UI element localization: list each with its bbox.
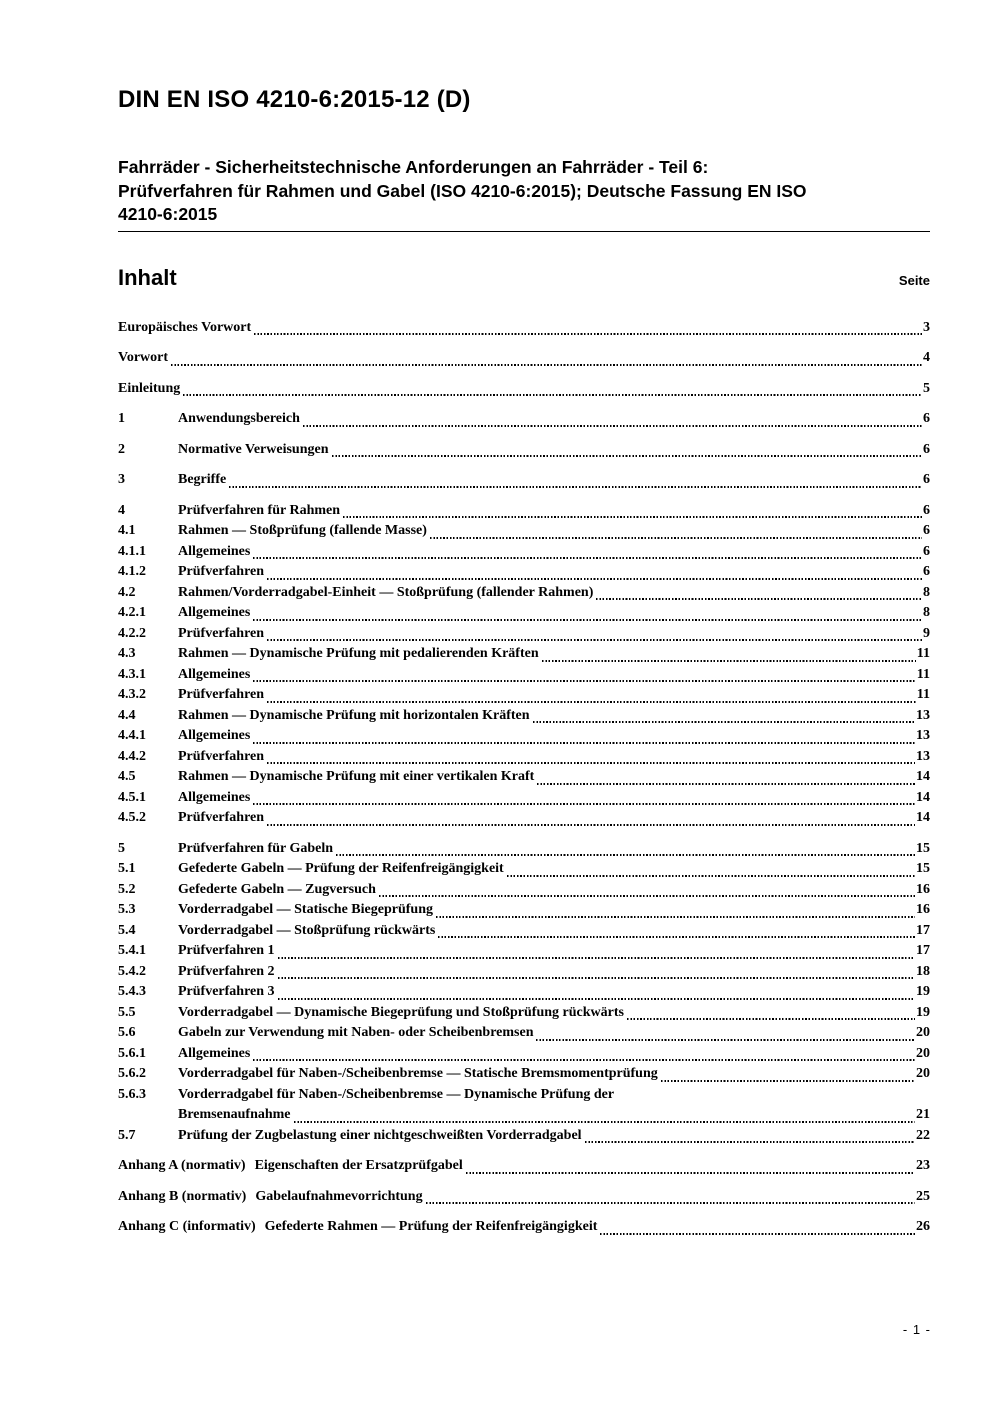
toc-entry[interactable] [118, 921, 930, 942]
toc-entry-title: Anwendungsbereich [178, 411, 300, 426]
toc-leader-dots [267, 824, 915, 826]
toc-entry-title: Begriffe [178, 472, 227, 487]
toc-entry-page: 14 [916, 769, 930, 784]
toc-entry[interactable] [118, 644, 930, 665]
toc-entry-title: Prüfverfahren 2 [178, 963, 275, 979]
header-divider [118, 231, 930, 232]
toc-entry-number: 1 [118, 411, 125, 426]
toc-leader-dots [542, 660, 916, 662]
toc-entry[interactable] [118, 685, 930, 706]
toc-entry[interactable] [118, 839, 930, 860]
toc-entry-page: 23 [916, 1158, 930, 1173]
toc-leader-dots [585, 1141, 915, 1143]
toc-leader-dots [267, 578, 922, 580]
toc-entry-title: Vorderradgabel — Statische Biegeprüfung [178, 902, 433, 917]
toc-leader-dots [183, 394, 922, 396]
toc-entry[interactable] [118, 1064, 930, 1085]
toc-entry[interactable] [118, 1023, 930, 1044]
toc-entry-page: 18 [916, 963, 930, 979]
toc-entry-number: 5.4.2 [118, 963, 146, 979]
toc-entry-page: 6 [923, 523, 930, 538]
toc-leader-dots [253, 619, 922, 621]
toc-entry[interactable] [118, 941, 930, 962]
toc-leader-dots [536, 1039, 915, 1041]
toc-entry-number: 5.5 [118, 1004, 136, 1020]
toc-entry-page: 11 [916, 687, 930, 702]
toc-entry-number: 5.4.1 [118, 943, 146, 958]
toc-entry-page: 9 [923, 625, 930, 641]
toc-entry-page: 20 [916, 1045, 930, 1061]
toc-entry[interactable] [118, 440, 930, 461]
toc-entry-title: Prüfverfahren [178, 625, 265, 641]
toc-entry-page: 20 [916, 1066, 930, 1081]
document-title-line: Prüfverfahren für Rahmen und Gabel (ISO 4210-6:2015); Deutsche Fassung EN ISO [118, 180, 807, 201]
toc-entry-annex-label: Anhang C (informativ) [118, 1219, 256, 1234]
toc-entry-title: Prüfverfahren [178, 687, 265, 702]
toc-entry-title: Allgemeines [178, 543, 251, 559]
toc-entry[interactable] [118, 470, 930, 491]
toc-entry-number: 5.6.1 [118, 1045, 146, 1061]
toc-entry-page: 19 [916, 984, 930, 999]
toc-entry-number: 4.4.1 [118, 728, 146, 743]
toc-entry-title: Gefederte Gabeln — Zugversuch [178, 881, 376, 897]
toc-entry-page: 21 [916, 1107, 930, 1122]
toc-entry-title: Rahmen/Vorderradgabel-Einheit — Stoßprüfung (fallender Rahmen) [178, 584, 594, 600]
toc-list [118, 318, 930, 1238]
toc-leader-dots [436, 916, 915, 918]
toc-entry-number: 4 [118, 502, 125, 518]
footer-page-number: - 1 - [902, 1322, 931, 1337]
toc-entry-page: 3 [923, 319, 930, 335]
toc-leader-dots [267, 762, 915, 764]
toc-entry-title: Gabelaufnahmevorrichtung [255, 1188, 423, 1204]
toc-entry-title: Normative Verweisungen [178, 441, 329, 457]
toc-entry-page: 6 [923, 411, 930, 426]
toc-leader-dots [253, 803, 915, 805]
toc-leader-dots [278, 998, 915, 1000]
toc-entry-number: 4.1 [118, 523, 136, 538]
toc-entry-number: 5.1 [118, 861, 136, 876]
toc-entry[interactable] [118, 501, 930, 522]
toc-entry[interactable] [118, 726, 930, 747]
toc-entry-number: 5 [118, 840, 125, 856]
toc-entry-page: 14 [916, 810, 930, 825]
toc-entry-title: Prüfverfahren [178, 564, 265, 579]
toc-entry-number: 4.5.1 [118, 789, 146, 805]
toc-entry-page: 16 [916, 902, 930, 917]
toc-entry-page: 13 [916, 707, 930, 723]
toc-entry-page: 25 [916, 1188, 930, 1204]
toc-entry-page: 6 [923, 543, 930, 559]
document-code: DIN EN ISO 4210-6:2015-12 (D) [118, 86, 471, 113]
toc-entry-number: 4.3.1 [118, 666, 146, 682]
toc-entry-title: Prüfverfahren für Gabeln [178, 840, 334, 856]
toc-entry[interactable] [118, 1044, 930, 1065]
toc-entry[interactable] [118, 982, 930, 1003]
toc-entry-title: Prüfverfahren 3 [178, 984, 275, 999]
toc-leader-dots [438, 936, 915, 938]
toc-entry-title: Rahmen — Dynamische Prüfung mit horizontalen Kräften [178, 707, 530, 723]
toc-entry-number: 4.5.2 [118, 810, 146, 825]
toc-leader-dots [253, 680, 915, 682]
toc-entry[interactable] [118, 603, 930, 624]
toc-entry-number: 5.6.2 [118, 1066, 146, 1081]
toc-entry-number: 5.6 [118, 1025, 136, 1040]
toc-entry-title: Allgemeines [178, 789, 251, 805]
toc-entry-title: Prüfverfahren 1 [178, 943, 275, 958]
toc-entry-title: Europäisches Vorwort [118, 319, 252, 335]
toc-entry[interactable] [118, 348, 930, 369]
toc-entry-page: 22 [916, 1127, 930, 1143]
toc-entry[interactable] [118, 624, 930, 645]
toc-entry-title: Prüfverfahren für Rahmen [178, 502, 341, 518]
toc-entry[interactable] [118, 665, 930, 686]
toc-entry-page: 8 [923, 605, 930, 620]
toc-entry-page: 19 [916, 1004, 930, 1020]
toc-entry-number: 4.3 [118, 646, 136, 661]
toc-leader-dots [332, 455, 923, 457]
toc-entry-title: Vorderradgabel — Dynamische Biegeprüfung und Stoßprüfung rückwärts [178, 1004, 624, 1020]
toc-entry-number: 4.5 [118, 769, 136, 784]
toc-leader-dots [278, 977, 915, 979]
toc-entry-number: 4.4 [118, 707, 136, 723]
toc-entry-page: 4 [923, 350, 930, 365]
toc-entry-number: 5.4 [118, 922, 136, 938]
toc-entry-annex-label: Anhang A (normativ) [118, 1158, 246, 1173]
toc-entry[interactable] [118, 409, 930, 430]
toc-entry-title: Gefederte Gabeln — Prüfung der Reifenfreigängigkeit [178, 861, 504, 876]
toc-entry-title: Vorderradgabel für Naben-/Scheibenbremse — Statische Bremsmomentprüfung [178, 1066, 658, 1081]
toc-entry[interactable] [118, 1156, 930, 1177]
toc-entry-page: 6 [923, 441, 930, 457]
toc-entry-title: Allgemeines [178, 666, 251, 682]
toc-entry-number: 5.3 [118, 902, 136, 917]
toc-entry[interactable] [118, 379, 930, 400]
toc-leader-dots [533, 721, 915, 723]
toc-entry[interactable] [118, 542, 930, 563]
toc-leader-dots [343, 516, 922, 518]
toc-entry-page: 13 [916, 728, 930, 743]
toc-entry-page: 6 [923, 564, 930, 579]
toc-entry-number: 4.1.1 [118, 543, 146, 559]
toc-entry-title: Rahmen — Stoßprüfung (fallende Masse) [178, 523, 427, 538]
toc-leader-dots [661, 1080, 915, 1082]
toc-entry-page: 16 [916, 881, 930, 897]
toc-entry-title: Rahmen — Dynamische Prüfung mit einer vertikalen Kraft [178, 769, 535, 784]
toc-entry-title: Allgemeines [178, 728, 251, 743]
toc-leader-dots [430, 537, 922, 539]
toc-entry-number: 4.2.2 [118, 625, 146, 641]
toc-leader-dots [253, 1059, 915, 1061]
toc-entry[interactable] [118, 1105, 930, 1126]
toc-entry-number: 4.4.2 [118, 748, 146, 764]
toc-entry-page: 15 [916, 861, 930, 876]
toc-leader-dots [278, 957, 915, 959]
toc-leader-dots [253, 557, 922, 559]
toc-entry[interactable] [118, 767, 930, 788]
toc-entry-page: 8 [923, 584, 930, 600]
toc-entry[interactable] [118, 808, 930, 829]
toc-leader-dots [537, 783, 915, 785]
toc-leader-dots [507, 875, 915, 877]
toc-entry[interactable] [118, 859, 930, 880]
toc-entry-number: 4.2.1 [118, 605, 146, 620]
toc-entry-title: Prüfung der Zugbelastung einer nichtgeschweißten Vorderradgabel [178, 1127, 582, 1143]
toc-heading: Inhalt [118, 264, 177, 290]
toc-entry-page: 14 [916, 789, 930, 805]
toc-entry-page: 17 [916, 922, 930, 938]
toc-entry-number: 2 [118, 441, 125, 457]
toc-leader-dots [253, 742, 915, 744]
toc-entry[interactable] [118, 562, 930, 583]
toc-entry-page: 17 [916, 943, 930, 958]
toc-entry-number: 5.4.3 [118, 984, 146, 999]
toc-entry-title: Eigenschaften der Ersatzprüfgabel [254, 1158, 463, 1173]
toc-leader-dots [229, 486, 922, 488]
toc-entry[interactable] [118, 706, 930, 727]
toc-entry-title: Gabeln zur Verwendung mit Naben- oder Scheibenbremsen [178, 1025, 534, 1040]
toc-entry-title: Rahmen — Dynamische Prüfung mit pedalierenden Kräften [178, 646, 539, 661]
toc-entry-page: 15 [916, 840, 930, 856]
toc-entry[interactable] [118, 962, 930, 983]
toc-entry-page: 26 [916, 1219, 930, 1234]
toc-entry-title: Bremsenaufnahme [178, 1107, 291, 1122]
toc-leader-dots [336, 854, 915, 856]
toc-entry[interactable] [118, 583, 930, 604]
toc-leader-dots [627, 1018, 915, 1020]
toc-entry-title: Einleitung [118, 380, 181, 396]
toc-leader-dots [600, 1233, 915, 1235]
toc-leader-dots [466, 1172, 915, 1174]
toc-entry[interactable] [118, 1187, 930, 1208]
toc-entry-title: Vorwort [118, 350, 169, 365]
toc-leader-dots [294, 1121, 915, 1123]
toc-leader-dots [379, 895, 915, 897]
toc-entry[interactable] [118, 521, 930, 542]
toc-entry-title: Prüfverfahren [178, 748, 265, 764]
toc-entry-page: 6 [923, 472, 930, 487]
toc-entry[interactable] [118, 747, 930, 768]
toc-entry[interactable] [118, 1003, 930, 1024]
document-title-line: 4210-6:2015 [118, 204, 218, 224]
toc-entry-number: 5.6.3 [118, 1086, 146, 1102]
toc-entry[interactable] [118, 900, 930, 921]
document-title-line: Fahrräder - Sicherheitstechnische Anforderungen an Fahrräder - Teil 6: [118, 157, 709, 177]
toc-entry-number: 5.7 [118, 1127, 136, 1143]
toc-entry-title: Gefederte Rahmen — Prüfung der Reifenfreigängigkeit [264, 1219, 598, 1234]
toc-entry-page: 11 [916, 646, 930, 661]
toc-header [118, 265, 930, 291]
toc-leader-dots [254, 333, 922, 335]
toc-entry[interactable] [118, 1126, 930, 1147]
toc-entry-annex-label: Anhang B (normativ) [118, 1188, 247, 1204]
toc-entry-page: 6 [923, 502, 930, 518]
toc-entry-title: Allgemeines [178, 605, 251, 620]
toc-entry[interactable] [118, 1085, 930, 1106]
toc-entry[interactable] [118, 880, 930, 901]
toc-entry[interactable] [118, 788, 930, 809]
toc-leader-dots [171, 364, 922, 366]
toc-leader-dots [596, 598, 922, 600]
toc-leader-dots [267, 639, 922, 641]
toc-entry-page: 11 [916, 666, 930, 682]
toc-page-column-label: Seite [898, 272, 930, 288]
document-title [118, 156, 930, 227]
toc-entry-title: Vorderradgabel — Stoßprüfung rückwärts [178, 922, 436, 938]
toc-entry-number: 5.2 [118, 881, 136, 897]
toc-leader-dots [267, 701, 916, 703]
toc-entry[interactable] [118, 318, 930, 339]
toc-entry-title: Allgemeines [178, 1045, 251, 1061]
toc-leader-dots [426, 1202, 915, 1204]
toc-entry[interactable] [118, 1217, 930, 1238]
toc-entry-page: 20 [916, 1025, 930, 1040]
toc-entry-page: 5 [923, 380, 930, 396]
toc-entry-number: 3 [118, 472, 125, 487]
toc-entry-number: 4.1.2 [118, 564, 146, 579]
toc-entry-number: 4.2 [118, 584, 136, 600]
toc-entry-page: 13 [916, 748, 930, 764]
toc-leader-dots [303, 425, 922, 427]
toc-entry-title: Vorderradgabel für Naben-/Scheibenbremse — Dynamische Prüfung der [178, 1086, 615, 1102]
toc-entry-title: Prüfverfahren [178, 810, 265, 825]
toc-entry-number: 4.3.2 [118, 687, 146, 702]
